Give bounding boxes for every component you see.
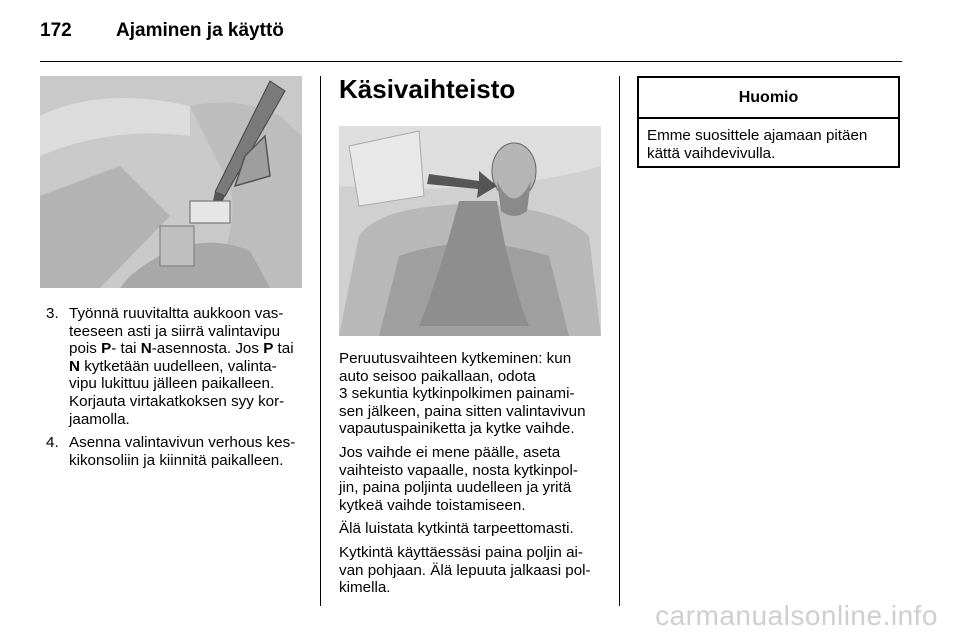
step-3 [46,305,308,428]
column-divider-left [320,76,321,606]
paragraph-clutch-pedal: Kytkintä käyttäessäsi paina poljin ai- van pohjaan. Älä lepuuta jalkaasi pol- kimella. [339,543,591,597]
paragraph-gear-not-engaging: Jos vaihde ei mene päälle, aseta vaihteisto vapaalle, nosta kytkinpol- jin, paina poljinta uudelleen ja yritä kytkeä vaihde toistamiseen. [339,443,578,514]
step-4 [46,434,308,469]
note-title: Huomio [639,78,898,119]
step-3-number: 3. [46,305,59,322]
step-4-number: 4. [46,434,59,452]
paragraph-clutch-slip: Älä luistata kytkintä tarpeettomasti. [339,520,574,538]
step-4-text: Asenna valintavivun verhous kes- kikonsoliin ja kiinnitä paikalleen. [69,434,296,469]
shifter-unlock-screwdriver-illustration [40,76,302,288]
note-text: Emme suosittele ajamaan pitäen kättä vaihdevivulla. [647,127,868,162]
left-column-steps [46,305,308,475]
middle-column-text [339,350,607,603]
manual-gear-lever-illustration [339,126,601,336]
column-divider-right [619,76,620,606]
watermark: carmanualsonline.info [655,600,938,631]
paragraph-reverse-gear: Peruutusvaihteen kytkeminen: kun auto seisoo paikallaan, odota 3 sekuntia kytkinpolkimen painami- sen jälkeen, paina sitten valintavivun vapautuspainiketta ja kytke vaihde. [339,350,586,438]
chapter-title: Ajaminen ja käyttö [116,20,284,41]
header-rule [40,61,902,62]
section-title: Käsivaihteisto [339,74,516,104]
note-box [637,76,900,168]
step-3-text: Työnnä ruuvitaltta aukkoon vas- teeseen asti ja siirrä valintavipu pois P- tai N-asennosta. Jos P tai N kytketään uudelleen, valinta- vipu lukittuu jälleen paikalleen. Korjauta virtakatkoksen syy kor- jaamolla. [69,305,294,428]
page-number: 172 [40,20,72,41]
